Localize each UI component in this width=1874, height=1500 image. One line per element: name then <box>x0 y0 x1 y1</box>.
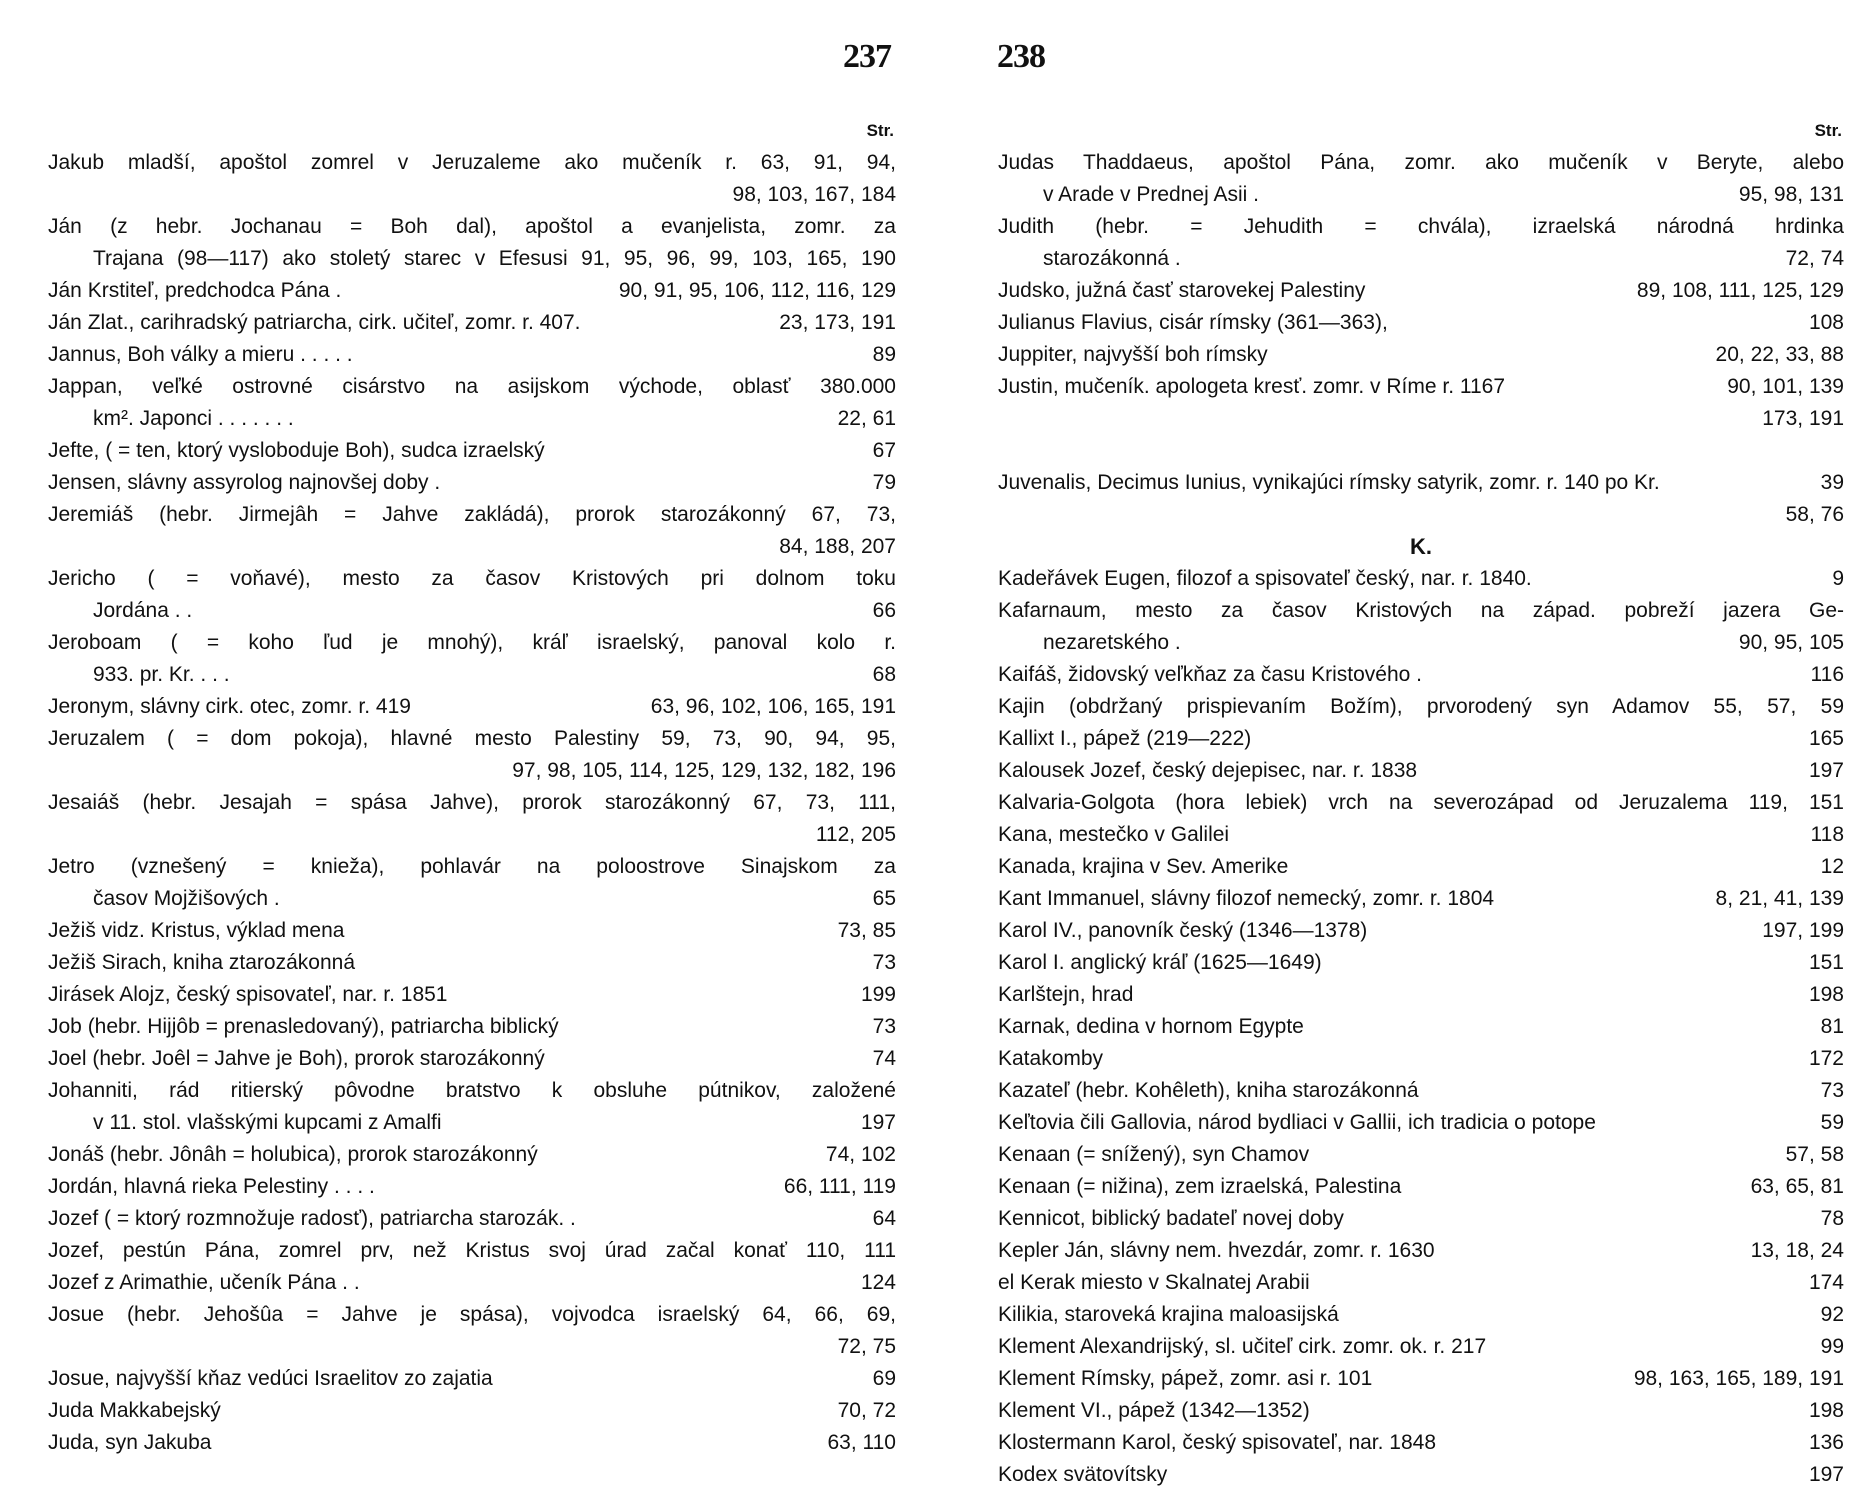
entry-text: Jozef ( = ktorý rozmnožuje radosť), patriarcha starozák. . <box>48 1207 576 1230</box>
index-entry: Jeruzalem ( = dom pokoja), hlavné mesto Palestiny 59, 73, 90, 94, 95, <box>48 727 896 750</box>
index-entry: Jesaiáš (hebr. Jesajah = spása Jahve), prorok starozákonný 67, 73, 111, <box>48 791 896 814</box>
page-refs: 63, 96, 102, 106, 165, 191 <box>650 695 896 718</box>
page-refs: 173, 191 <box>1762 407 1844 430</box>
index-entry <box>998 467 1844 499</box>
index-entry: Jericho ( = voňavé), mesto za časov Kristových pri dolnom toku <box>48 567 896 590</box>
page-refs: 90, 101, 139 <box>1727 375 1844 398</box>
index-entry <box>48 1171 896 1203</box>
index-entry-continuation <box>998 499 1844 531</box>
entry-text: Kadeřávek Eugen, filozof a spisovateľ český, nar. r. 1840. <box>998 567 1532 590</box>
index-entry <box>998 1139 1844 1171</box>
index-entry: Jappan, veľké ostrovné cisárstvo na asijskom východe, oblasť 380.000 <box>48 375 896 398</box>
entry-text: Karol I. anglický kráľ (1625—1649) <box>998 951 1322 974</box>
page-refs: 90, 95, 105 <box>1738 631 1844 654</box>
index-entry <box>998 1171 1844 1203</box>
page-refs: 172 <box>1808 1047 1844 1070</box>
page-refs: 73 <box>1820 1079 1844 1102</box>
index-entry: Jakub mladší, apoštol zomrel v Jeruzaleme ako mučeník r. 63, 91, 94, <box>48 151 896 174</box>
entry-text: Karnak, dedina v hornom Egypte <box>998 1015 1304 1038</box>
page-refs: 198 <box>1808 983 1844 1006</box>
index-entry <box>48 1427 896 1459</box>
entry-text: Justin, mučeník. apologeta kresť. zomr. v Ríme r. 1167 <box>998 375 1506 398</box>
entry-text: Kilikia, staroveká krajina maloasijská <box>998 1303 1339 1326</box>
index-entry: Josue (hebr. Jehošûa = Jahve je spása), vojvodca israelský 64, 66, 69, <box>48 1303 896 1326</box>
index-entry <box>998 1075 1844 1107</box>
entry-text: Jonáš (hebr. Jônâh = holubica), prorok starozákonný <box>48 1143 538 1166</box>
entry-text: Jeronym, slávny cirk. otec, zomr. r. 419 <box>48 695 411 718</box>
entry-text: Kennicot, biblický badateľ novej doby <box>998 1207 1344 1230</box>
section-heading: K. <box>1410 534 1432 559</box>
page-refs: 64 <box>872 1207 896 1230</box>
index-entry <box>48 1395 896 1427</box>
page-refs: 9 <box>1832 567 1844 590</box>
entry-text: Kalousek Jozef, český dejepisec, nar. r. 1838 <box>998 759 1418 782</box>
index-entry-continuation <box>998 403 1844 435</box>
page-refs: 197, 199 <box>1762 919 1844 942</box>
index-entry <box>998 307 1844 339</box>
entry-text: Ježiš vidz. Kristus, výklad mena <box>48 919 345 942</box>
page-refs: 20, 22, 33, 88 <box>1715 343 1844 366</box>
index-entry: Jozef, pestún Pána, zomrel prv, než Kristus svoj úrad začal konať 110, 111 <box>48 1239 896 1262</box>
index-entry <box>48 1203 896 1235</box>
page-refs: 23, 173, 191 <box>779 311 896 334</box>
page-refs: 174 <box>1808 1271 1844 1294</box>
page-refs: 151 <box>1808 951 1844 974</box>
index-entry <box>998 1235 1844 1267</box>
index-entry <box>998 1459 1844 1491</box>
index-entry <box>998 819 1844 851</box>
index-entry <box>48 691 896 723</box>
index-column-right <box>998 115 1844 1491</box>
index-entry <box>998 659 1844 691</box>
page-column-label: Str. <box>1814 121 1842 140</box>
page-refs: 12 <box>1820 855 1844 878</box>
entry-text: Karol IV., panovník český (1346—1378) <box>998 919 1368 942</box>
page-refs: 99 <box>1820 1335 1844 1358</box>
page-refs: 92 <box>1820 1303 1844 1326</box>
entry-text: Jozef z Arimathie, učeník Pána . . <box>48 1271 360 1294</box>
entry-text: Jirásek Alojz, český spisovateľ, nar. r. 1851 <box>48 983 448 1006</box>
entry-text: km². Japonci . . . . . . . <box>93 407 294 430</box>
entry-text: Kepler Ján, slávny nem. hvezdár, zomr. r. 1630 <box>998 1239 1435 1262</box>
index-entry: Kajin (obdržaný prispievaním Božím), prvorodený syn Adamov 55, 57, 59 <box>998 695 1844 718</box>
index-entry <box>998 1011 1844 1043</box>
entry-text: Kana, mestečko v Galilei <box>998 823 1230 846</box>
index-entry <box>998 755 1844 787</box>
entry-text: Ježiš Sirach, kniha ztarozákonná <box>48 951 355 974</box>
index-entry <box>48 1139 896 1171</box>
entry-text: Keľtovia čili Gallovia, národ bydliaci v Gallii, ich tradicia o potope <box>998 1111 1596 1134</box>
index-column-left <box>48 115 896 1459</box>
entry-text: Kenaan (= nižina), zem izraelská, Palestina <box>998 1175 1402 1198</box>
index-entry <box>48 1363 896 1395</box>
page-refs: 70, 72 <box>837 1399 896 1422</box>
spacer <box>998 435 1844 467</box>
entry-text: Josue, najvyšší kňaz vedúci Israelitov zo zajatia <box>48 1367 493 1390</box>
index-entry <box>998 371 1844 403</box>
index-entry-continuation <box>998 179 1844 211</box>
entry-text: Judsko, južná časť starovekej Palestiny <box>998 279 1366 302</box>
page-refs: 84, 188, 207 <box>779 535 896 558</box>
page-refs: 63, 65, 81 <box>1750 1175 1844 1198</box>
index-entry <box>998 947 1844 979</box>
index-entry <box>998 563 1844 595</box>
index-entry-continuation <box>48 179 896 211</box>
page-refs: 74, 102 <box>825 1143 896 1166</box>
page-refs: 116 <box>1810 663 1844 686</box>
index-entry-continuation <box>48 755 896 787</box>
index-entry <box>998 275 1844 307</box>
index-entry <box>48 1043 896 1075</box>
page-refs: 89 <box>872 343 896 366</box>
index-entry-continuation <box>48 403 896 435</box>
entry-text: Joel (hebr. Joêl = Jahve je Boh), prorok starozákonný <box>48 1047 545 1070</box>
index-entry <box>48 339 896 371</box>
page-refs: 124 <box>860 1271 896 1294</box>
index-entry: Jeremiáš (hebr. Jirmejâh = Jahve zakládá), prorok starozákonný 67, 73, <box>48 503 896 526</box>
index-entry <box>998 1299 1844 1331</box>
entry-text: Jefte, ( = ten, ktorý vysloboduje Boh), sudca izraelský <box>48 439 545 462</box>
entry-text: Jordána . . <box>93 599 193 622</box>
page-refs: 66 <box>872 599 896 622</box>
index-entry: Johanniti, rád ritierský pôvodne bratstvo k obsluhe pútnikov, založené <box>48 1079 896 1102</box>
entry-text: Juda, syn Jakuba <box>48 1431 212 1454</box>
page-refs: 57, 58 <box>1785 1143 1844 1166</box>
entry-text: Jensen, slávny assyrolog najnovšej doby . <box>48 471 441 494</box>
page-refs: 67 <box>872 439 896 462</box>
index-entry: Judith (hebr. = Jehudith = chvála), izraelská národná hrdinka <box>998 215 1844 238</box>
page-refs: 59 <box>1820 1111 1844 1134</box>
entry-text: Kallixt I., pápež (219—222) <box>998 727 1252 750</box>
page-refs: 197 <box>1808 1463 1844 1486</box>
index-entry-continuation <box>48 1331 896 1363</box>
index-entry <box>998 1427 1844 1459</box>
page-refs: 72, 74 <box>1785 247 1844 270</box>
entry-text: Julianus Flavius, cisár rímsky (361—363), <box>998 311 1388 334</box>
page-refs: 73, 85 <box>837 919 896 942</box>
page-refs: 66, 111, 119 <box>783 1175 896 1198</box>
entry-text: starozákonná . <box>1043 247 1181 270</box>
entry-text: Klement Alexandrijský, sl. učiteľ cirk. zomr. ok. r. 217 <box>998 1335 1487 1358</box>
index-entry <box>48 979 896 1011</box>
page-refs: 81 <box>1820 1015 1844 1038</box>
entry-text: Kaifáš, židovský veľkňaz za času Kristového . <box>998 663 1422 686</box>
page-refs: 199 <box>860 983 896 1006</box>
index-entry-continuation <box>48 531 896 563</box>
entry-text: Kazateľ (hebr. Kohêleth), kniha starozákonná <box>998 1079 1419 1102</box>
page-refs: 68 <box>872 663 896 686</box>
entry-text: Katakomby <box>998 1047 1104 1070</box>
page-column-label: Str. <box>866 121 894 140</box>
index-entry <box>998 883 1844 915</box>
index-entry-continuation: Trajana (98—117) ako stoletý starec v Efesusi 91, 95, 96, 99, 103, 165, 190 <box>93 247 896 270</box>
page-refs: 13, 18, 24 <box>1750 1239 1844 1262</box>
index-entry: Jeroboam ( = koho ľud je mnohý), kráľ israelský, panoval kolo r. <box>48 631 896 654</box>
index-entry <box>998 851 1844 883</box>
index-entry: Kalvaria-Golgota (hora lebiek) vrch na severozápad od Jeruzalema 119, 151 <box>998 791 1844 814</box>
page-refs: 74 <box>872 1047 896 1070</box>
entry-text: v Arade v Prednej Asii . <box>1043 183 1259 206</box>
page-refs: 73 <box>872 1015 896 1038</box>
entry-text: Job (hebr. Hijjôb = prenasledovaný), patriarcha biblický <box>48 1015 559 1038</box>
index-entry <box>998 1363 1844 1395</box>
entry-text: Jannus, Boh války a mieru . . . . . <box>48 343 353 366</box>
page-refs: 39 <box>1820 471 1844 494</box>
index-entry <box>48 275 896 307</box>
entry-text: Kanada, krajina v Sev. Amerike <box>998 855 1289 878</box>
page-refs: 58, 76 <box>1785 503 1844 526</box>
page-number-right: 238 <box>997 38 1045 75</box>
index-entry-continuation <box>48 819 896 851</box>
index-entry <box>48 435 896 467</box>
entry-text: Juvenalis, Decimus Iunius, vynikajúci rímsky satyrik, zomr. r. 140 po Kr. <box>998 471 1660 494</box>
entry-text: časov Mojžišových . <box>93 887 280 910</box>
index-entry <box>998 1331 1844 1363</box>
entry-text: v 11. stol. vlašskými kupcami z Amalfi <box>93 1111 442 1134</box>
entry-text: Ján Zlat., carihradský patriarcha, cirk. učiteľ, zomr. r. 407. <box>48 311 581 334</box>
page-refs: 65 <box>872 887 896 910</box>
index-entry <box>998 979 1844 1011</box>
entry-text: 933. pr. Kr. . . . <box>93 663 230 686</box>
page-refs: 98, 103, 167, 184 <box>732 183 896 206</box>
entry-text: Juda Makkabejský <box>48 1399 221 1422</box>
page-refs: 198 <box>1808 1399 1844 1422</box>
index-entry-continuation <box>48 659 896 691</box>
index-entry-continuation <box>48 595 896 627</box>
page-refs: 90, 91, 95, 106, 112, 116, 129 <box>618 279 896 302</box>
page-refs: 197 <box>1808 759 1844 782</box>
page-number-left: 237 <box>843 38 891 75</box>
entry-text: Juppiter, najvyšší boh rímsky <box>998 343 1268 366</box>
page-refs: 79 <box>872 471 896 494</box>
page-refs: 8, 21, 41, 139 <box>1715 887 1844 910</box>
index-entry: Judas Thaddaeus, apoštol Pána, zomr. ako mučeník v Beryte, alebo <box>998 151 1844 174</box>
entry-text: Ján Krstiteľ, predchodca Pána . <box>48 279 342 302</box>
index-entry-continuation <box>48 1107 896 1139</box>
index-entry <box>998 1203 1844 1235</box>
index-entry: Kafarnaum, mesto za časov Kristových na západ. pobreží jazera Ge- <box>998 599 1844 622</box>
entry-text: Klement VI., pápež (1342—1352) <box>998 1399 1310 1422</box>
index-entry <box>48 307 896 339</box>
page-refs: 89, 108, 111, 125, 129 <box>1636 279 1844 302</box>
page-refs: 95, 98, 131 <box>1738 183 1844 206</box>
page-refs: 197 <box>860 1111 896 1134</box>
index-entry: Jetro (vznešený = knieža), pohlavár na poloostrove Sinajskom za <box>48 855 896 878</box>
index-entry-continuation <box>48 883 896 915</box>
entry-text: nezaretského . <box>1043 631 1181 654</box>
entry-text: Karlštejn, hrad <box>998 983 1134 1006</box>
page-refs: 108 <box>1808 311 1844 334</box>
index-entry <box>48 915 896 947</box>
page-refs: 165 <box>1808 727 1844 750</box>
index-entry: Ján (z hebr. Jochanau = Boh dal), apoštol a evanjelista, zomr. za <box>48 215 896 238</box>
entry-text: Kenaan (= snížený), syn Chamov <box>998 1143 1310 1166</box>
page-refs: 78 <box>1820 1207 1844 1230</box>
index-entry <box>998 339 1844 371</box>
page-refs: 63, 110 <box>827 1431 896 1454</box>
index-entry <box>998 1267 1844 1299</box>
entry-text: el Kerak miesto v Skalnatej Arabii <box>998 1271 1310 1294</box>
page-refs: 22, 61 <box>837 407 896 430</box>
index-entry <box>998 1043 1844 1075</box>
page-refs: 73 <box>872 951 896 974</box>
entry-text: Klostermann Karol, český spisovateľ, nar. 1848 <box>998 1431 1437 1454</box>
index-entry <box>48 1011 896 1043</box>
page-refs: 136 <box>1808 1431 1844 1454</box>
index-entry <box>48 467 896 499</box>
index-entry <box>998 1395 1844 1427</box>
index-entry-continuation <box>998 243 1844 275</box>
page-refs: 69 <box>872 1367 896 1390</box>
index-entry <box>998 723 1844 755</box>
page-refs: 72, 75 <box>837 1335 896 1358</box>
entry-text: Klement Rímsky, pápež, zomr. asi r. 101 <box>998 1367 1373 1390</box>
entry-text: Jordán, hlavná rieka Pelestiny . . . . <box>48 1175 375 1198</box>
index-entry <box>998 915 1844 947</box>
index-entry <box>48 1267 896 1299</box>
index-entry-continuation <box>998 627 1844 659</box>
index-entry <box>48 947 896 979</box>
page-refs: 112, 205 <box>815 823 896 846</box>
index-entry <box>998 1107 1844 1139</box>
entry-text: Kodex svätovítsky <box>998 1463 1168 1486</box>
page-refs: 97, 98, 105, 114, 125, 129, 132, 182, 196 <box>512 759 896 782</box>
page-refs: 98, 163, 165, 189, 191 <box>1633 1367 1844 1390</box>
page-refs: 118 <box>1810 823 1844 846</box>
entry-text: Kant Immanuel, slávny filozof nemecký, zomr. r. 1804 <box>998 887 1495 910</box>
